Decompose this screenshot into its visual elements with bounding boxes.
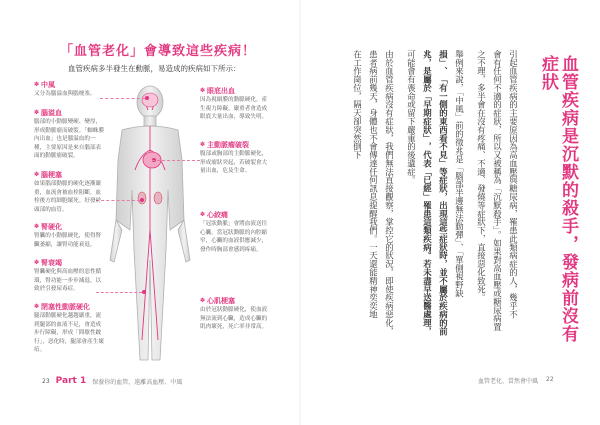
- text-column: 兆，是屬於「早期症狀」，代表「已經」罹患這類疾病。若未盡早送醫處理，: [422, 50, 433, 336]
- note-myocardial-infarction: [200, 296, 272, 332]
- note-stroke-body: 又分為腦溢血與腦梗塞。: [34, 91, 96, 97]
- note-cerebral-infarction-heading: 腦梗塞: [41, 171, 63, 179]
- star-icon: ✽: [34, 259, 40, 266]
- star-icon: ✽: [200, 141, 206, 148]
- text-column: 會有任何不適的症狀，所以又被稱為「沉默殺手」。如果對高血壓或糖尿病置: [492, 50, 503, 332]
- note-nephrosclerosis-body: 腎臟的小動脈硬化，使得腎臟萎縮，讓腎功能衰退。: [34, 233, 102, 248]
- text-column: 損」、「有一側的東西看不見」等症狀，出現這些症狀時，並不屬於疾病的前: [438, 50, 449, 336]
- note-angina-heading: 心絞痛: [207, 211, 229, 219]
- note-fundus-hemorrhage-body: 因為視網膜的動脈硬化，產生視力障礙，嚴重者會造成眼底大量出血，導致失明。: [200, 97, 268, 121]
- note-arteriosclerosis-obliterans: [34, 302, 104, 355]
- text-column: 舉例來說，「中風」前的徵兆是「腦部半邊無法動彈」、「單側視野缺: [454, 50, 465, 298]
- text-column: 可能會有喪命或留下嚴重的後遺症。: [406, 50, 417, 185]
- marker-kidney-dot: [140, 198, 144, 202]
- note-stroke: [34, 80, 104, 99]
- note-renal-failure-heading: 腎衰竭: [41, 259, 63, 267]
- text-column: 之不理，多半會在沒有疼痛、不適、發燒等症狀下，直接惡化致死。: [476, 50, 487, 302]
- text-column: 由於血管疾病沒有症狀，我們無法直接觀察，掌控它的狀況，即使疾病惡化，: [384, 50, 395, 336]
- star-icon: ✽: [200, 211, 206, 218]
- left-page-subtitle: 血管疾病多半發生在動脈，易造成的疾病如下所示：: [68, 64, 241, 73]
- right-page-title: 血管疾病是沉默的殺手，發病前沒有症狀: [538, 55, 578, 343]
- text-column: 引起血管疾病的主要原因為高血壓與糖尿病，罹患此類病症的人，幾乎不: [508, 50, 519, 319]
- note-aortic-aneurysm-body: 腹部或胸部的主動脈硬化，形成瘤狀突起，若破裂會大量出血，危及生命。: [200, 151, 268, 175]
- note-angina-body: 「冠狀動脈」會將血液送往心臟。當冠狀動脈的內腔縮窄，心臟的血液供應減少，發作時胸部會感到疼痛。: [200, 221, 268, 253]
- right-page-footer: [478, 376, 554, 385]
- note-cerebral-hemorrhage-body: 腦部的小動脈變硬、變厚，形成動脈瘤而破裂。「蜘蛛膜內出血」也是腦溢血的一種，主要原因是來自腦部表面的動脈瘤破裂。: [34, 119, 104, 160]
- note-arteriosclerosis-obliterans-body: 腿部動脈硬化越趨嚴重，流到腿部的血液不足，會造成步行障礙，形成「間歇性跛行」，惡化時，腿部會產生壞疽。: [34, 313, 104, 354]
- note-cerebral-hemorrhage: [34, 108, 104, 161]
- star-icon: ✽: [200, 87, 206, 94]
- text-column: 患者病前幾天，身體也不會傳達任何訊息提醒我們。一天還能精神奕奕地: [368, 50, 379, 319]
- connector-line: [152, 160, 200, 161]
- star-icon: ✽: [34, 109, 40, 116]
- left-footer-text: 保養你的血管，遠離高血壓、中風: [92, 378, 183, 386]
- note-nephrosclerosis: [34, 222, 104, 249]
- left-page-number: 23: [42, 377, 50, 385]
- star-icon: ✽: [200, 297, 206, 304]
- note-cerebral-infarction-body: 如果腦部動脈的硬化逐漸嚴重，血流會被血栓阻斷，血栓後方的細胞壞死。好發於頭部的血管。: [34, 181, 102, 213]
- star-icon: ✽: [34, 171, 40, 178]
- note-renal-failure: [34, 258, 104, 294]
- right-page-number: 22: [546, 376, 554, 383]
- text-column: 在工作崗位，隔天卻突然倒下: [352, 50, 363, 160]
- note-cerebral-infarction: [34, 170, 104, 214]
- note-angina: [200, 210, 272, 254]
- note-stroke-heading: 中風: [41, 81, 56, 89]
- note-arteriosclerosis-obliterans-heading: 閉塞性動脈硬化: [41, 303, 91, 311]
- footer-part-label: Part 1: [55, 376, 87, 386]
- marker-leg-dot: [142, 290, 146, 294]
- star-icon: ✽: [34, 81, 40, 88]
- body-illustration: [100, 80, 200, 370]
- left-page-title: 「血管老化」會導致這些疾病！: [60, 44, 257, 59]
- note-myocardial-infarction-heading: 心肌梗塞: [207, 297, 236, 305]
- right-footer-text: 血管老化，當然會中風: [478, 378, 539, 385]
- note-aortic-aneurysm-heading: 主動脈瘤破裂: [207, 141, 250, 149]
- note-aortic-aneurysm: [200, 140, 272, 176]
- marker-brain-dot: [145, 96, 149, 100]
- note-fundus-hemorrhage: [200, 86, 272, 122]
- note-nephrosclerosis-heading: 腎硬化: [41, 223, 63, 231]
- star-icon: ✽: [34, 223, 40, 230]
- note-renal-failure-body: 腎臟硬化與高血壓的惡性循環，腎功能一步步減退，以致於引發尿毒症。: [34, 269, 102, 293]
- note-fundus-hemorrhage-heading: 眼底出血: [207, 87, 236, 95]
- right-page: [300, 0, 600, 425]
- connector-line: [100, 98, 145, 99]
- left-page-footer: [42, 376, 182, 386]
- note-cerebral-hemorrhage-heading: 腦溢血: [41, 109, 63, 117]
- star-icon: ✽: [34, 303, 40, 310]
- note-myocardial-infarction-body: 由於冠狀動脈硬化，使血液無法流到心臟，造成心臟的肌肉壞死，死亡率非常高。: [200, 307, 268, 331]
